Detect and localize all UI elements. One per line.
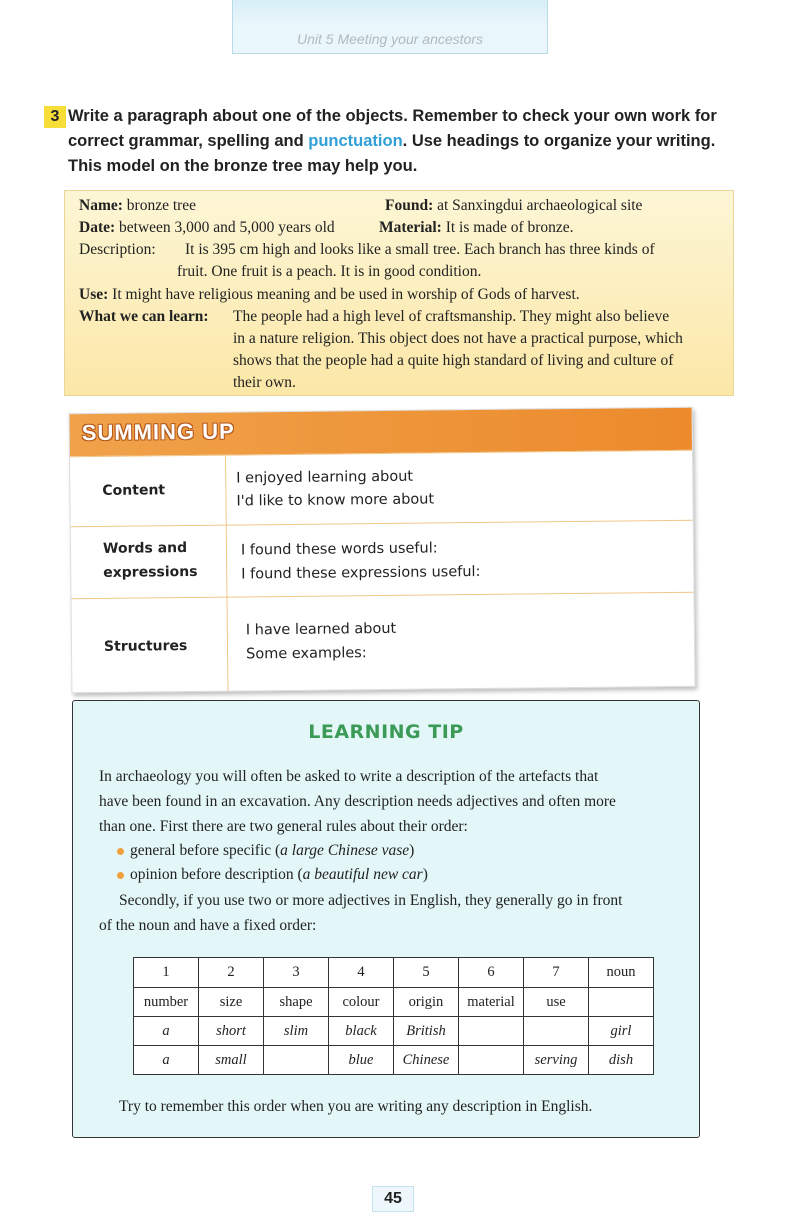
bronze-tree-model-box [64, 190, 734, 396]
table-cell [524, 1017, 589, 1046]
unit-label: Unit 5 Meeting your ancestors [297, 31, 483, 47]
table-cell: origin [394, 988, 459, 1017]
model-name-line: Name: bronze tree [79, 197, 197, 214]
words-line-2: I found these expressions useful: [241, 563, 481, 583]
table-cell: number [134, 988, 199, 1017]
table-cell: black [329, 1017, 394, 1046]
table-row [134, 988, 654, 1017]
model-learn-line2: in a nature religion. This object does not have a practical purpose, which [233, 330, 683, 347]
table-cell: 4 [329, 958, 394, 988]
learning-tip-box [72, 700, 700, 1138]
summing-up-row-content [70, 450, 693, 528]
task-text-after: . Use headings to organize your writing. This model on the bronze tree may help you. [68, 132, 716, 175]
table-cell [459, 1017, 524, 1046]
model-found-line: Found: at Sanxingdui archaeological site [385, 197, 643, 214]
task-highlight-word: punctuation [308, 132, 403, 150]
table-cell: dish [589, 1046, 654, 1075]
table-cell [264, 1046, 329, 1075]
table-cell: slim [264, 1017, 329, 1046]
table-cell: colour [329, 988, 394, 1017]
model-description-line2: fruit. One fruit is a peach. It is in good condition. [177, 263, 482, 280]
table-cell: girl [589, 1017, 654, 1046]
row-divider [226, 598, 228, 692]
tip-bullet-2: opinion before description (a beautiful new car) [117, 863, 428, 887]
model-date-line: Date: between 3,000 and 5,000 years old [79, 219, 335, 236]
table-cell: a [134, 1046, 199, 1075]
table-cell: 5 [394, 958, 459, 988]
table-cell: Chinese [394, 1046, 459, 1075]
tip-intro-line1: In archaeology you will often be asked to write a description of the artefacts that [99, 768, 599, 785]
model-use-line: Use: It might have religious meaning and be used in worship of Gods of harvest. [79, 286, 580, 303]
structures-line-2: Some examples: [246, 645, 367, 663]
summing-up-row-words [71, 520, 694, 600]
task-instructions [68, 104, 748, 179]
row-label-content: Content [102, 482, 166, 499]
words-line-1: I found these words useful: [240, 540, 438, 559]
tip-closing: Try to remember this order when you are writing any description in English. [119, 1098, 593, 1115]
summing-up-row-structures [71, 592, 694, 694]
row-label-words-line1: Words and [102, 540, 188, 557]
summing-up-card [69, 407, 696, 694]
row-divider [225, 456, 227, 526]
table-cell: size [199, 988, 264, 1017]
bullet-dot-icon [117, 872, 124, 879]
table-cell: shape [264, 988, 329, 1017]
row-label-structures: Structures [103, 638, 188, 655]
table-cell: 2 [199, 958, 264, 988]
task-text-before: Write a paragraph about one of the objects. Remember to check your own work for correct grammar, spelling and [68, 107, 717, 150]
table-cell: small [199, 1046, 264, 1075]
table-cell [459, 1046, 524, 1075]
tip-bullet-1: general before specific (a large Chinese vase) [117, 839, 414, 863]
tip-intro-line2: have been found in an excavation. Any description needs adjectives and often more [99, 793, 616, 810]
adjective-order-table [133, 957, 654, 1075]
unit-header-tab [232, 0, 548, 54]
table-cell: 1 [134, 958, 199, 988]
row-label-words-line2: expressions [103, 563, 198, 581]
table-row [134, 1017, 654, 1046]
model-learn-line4: their own. [233, 374, 296, 391]
bullet-dot-icon [117, 848, 124, 855]
structures-line-1: I have learned about [245, 620, 397, 639]
model-description-line1: It is 395 cm high and looks like a small tree. Each branch has three kinds of [185, 241, 655, 258]
table-cell: blue [329, 1046, 394, 1075]
model-learn-label: What we can learn: [79, 308, 209, 325]
table-cell: 6 [459, 958, 524, 988]
table-header-row [134, 958, 654, 988]
table-cell: short [199, 1017, 264, 1046]
header-decoration [233, 0, 547, 24]
table-cell: a [134, 1017, 199, 1046]
page-number: 45 [372, 1186, 414, 1212]
table-cell [589, 988, 654, 1017]
table-cell: use [524, 988, 589, 1017]
content-line-1: I enjoyed learning about [236, 468, 414, 487]
model-description-label: Description: [79, 241, 156, 258]
table-cell: noun [589, 958, 654, 988]
summing-up-header [70, 408, 692, 457]
table-row [134, 1046, 654, 1075]
table-cell: 7 [524, 958, 589, 988]
task-number: 3 [44, 106, 66, 128]
model-material-line: Material: It is made of bronze. [379, 219, 574, 236]
tip-second-line2: of the noun and have a fixed order: [99, 917, 317, 934]
table-cell: material [459, 988, 524, 1017]
content-line-2: I'd like to know more about [236, 491, 435, 510]
row-divider [226, 526, 228, 598]
summing-up-title: SUMMING UP [81, 418, 235, 446]
table-cell: 3 [264, 958, 329, 988]
model-learn-line3: shows that the people had a quite high standard of living and culture of [233, 352, 674, 369]
table-cell: serving [524, 1046, 589, 1075]
tip-second-line1: Secondly, if you use two or more adjectives in English, they generally go in front [119, 892, 623, 909]
tip-intro-line3: than one. First there are two general rules about their order: [99, 818, 468, 835]
model-learn-line1: The people had a high level of craftsmanship. They might also believe [233, 308, 670, 325]
learning-tip-title: LEARNING TIP [308, 721, 464, 743]
table-cell: British [394, 1017, 459, 1046]
